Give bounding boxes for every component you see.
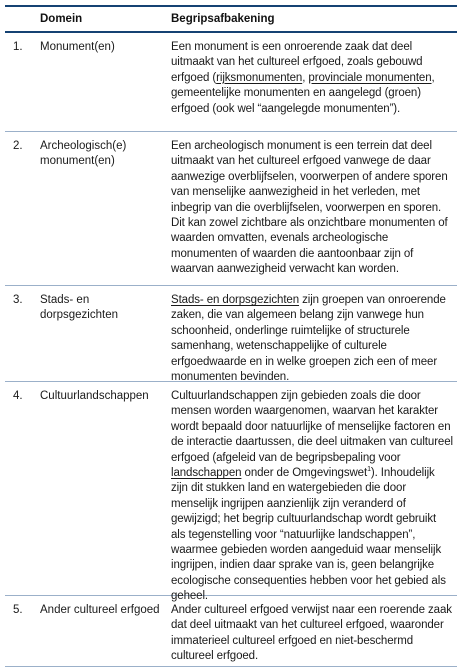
rijksmonumenten-link[interactable]: rijksmonumenten <box>216 71 303 84</box>
landschappen-link[interactable]: landschappen <box>171 467 242 480</box>
row-domain: Stads- en dorpsgezichten <box>40 294 118 322</box>
row-domain: Monument(en) <box>40 41 115 53</box>
row-number: 5. <box>13 604 23 616</box>
provinciale-monumenten-link[interactable]: provinciale monumenten <box>308 71 432 84</box>
table-row <box>5 596 457 667</box>
row-number: 3. <box>13 294 23 306</box>
row-definition: Cultuurlandschappen zijn gebieden zoals die door mensen worden waargenomen, waarvan het karakter wordt bepaald door natuurlijke of menselijke factoren en de interactie daartussen, die deel uitmaken van cultureel erfgoed (afgeleid van de begripsbepaling voor landschappen onder de Omgevingswet$^1$). Inhoudelijk zijn dit stukken land en watergebieden die door menselijk ingrijpen aanzienlijk zijn veranderd of gewijzigd; het begrip cultuurlandschap wordt gebruikt als tegenstelling voor “natuurlijke landschappen”, waarmee gebieden worden aangeduid waar menselijk ingrijpen, indien daar sprake van is, geen belangrijke ecologische consequenties hebben voor het gebied als geheel. <box>171 390 453 603</box>
table-row <box>5 382 457 603</box>
row-definition: Ander cultureel erfgoed verwijst naar een roerende zaak dat deel uitmaakt van het cultureel erfgoed, waaronder immaterieel cultureel erfgoed en niet-beschermd cultureel erfgoed. <box>171 604 452 663</box>
header-definition: Begripsafbakening <box>171 13 275 25</box>
table-row <box>5 132 457 286</box>
header-domain: Domein <box>40 13 83 25</box>
stads-en-dorpsgezichten-link[interactable]: Stads- en dorpsgezichten <box>171 294 300 306</box>
row-number: 1. <box>13 41 23 53</box>
row-definition: Stads- en dorpsgezichten zijn groepen van onroerende zaken, die van algemeen belang zijn vanwege hun schoonheid, onderlinge ruimtelijke of structurele samenhang, wetenschappelijke of culturele erfgoedwaarde en in welke groepen zich een of meer monumenten bevinden. <box>171 294 446 384</box>
row-number: 2. <box>13 140 23 152</box>
definitions-table <box>5 5 457 667</box>
row-domain: Ander cultureel erfgoed <box>40 604 160 616</box>
row-domain: Cultuurlandschappen <box>40 390 149 402</box>
table-header <box>5 5 457 33</box>
footnote-marker: 1 <box>367 466 371 474</box>
row-definition: Een monument is een onroerende zaak dat deel uitmaakt van het cultureel erfgoed, zoals gebouwd erfgoed (rijksmonumenten, provinciale monumenten, gemeentelijke monumenten en aangelegd (groen) erfgoed (ook wel “aangelegde monumenten”). <box>171 41 435 115</box>
row-number: 4. <box>13 390 23 402</box>
table-row <box>5 286 457 382</box>
row-definition: Een archeologisch monument is een terrein dat deel uitmaakt van het cultureel erfgoed vanwege de daar aanwezige overblijfselen, voorwerpen of andere sporen van menselijke aanwezigheid in het verleden, met inbegrip van die overblijfselen, voorwerpen en sporen. Dit kan zowel zichtbare als onzichtbare monumenten of waarden omvatten, evenals archeologische monumenten of waarden die aantoonbaar zijn of waarvan aanwezigheid verwacht kan worden. <box>171 140 448 276</box>
table-row <box>5 33 457 132</box>
row-domain: Archeologisch(e) monument(en) <box>40 140 127 168</box>
